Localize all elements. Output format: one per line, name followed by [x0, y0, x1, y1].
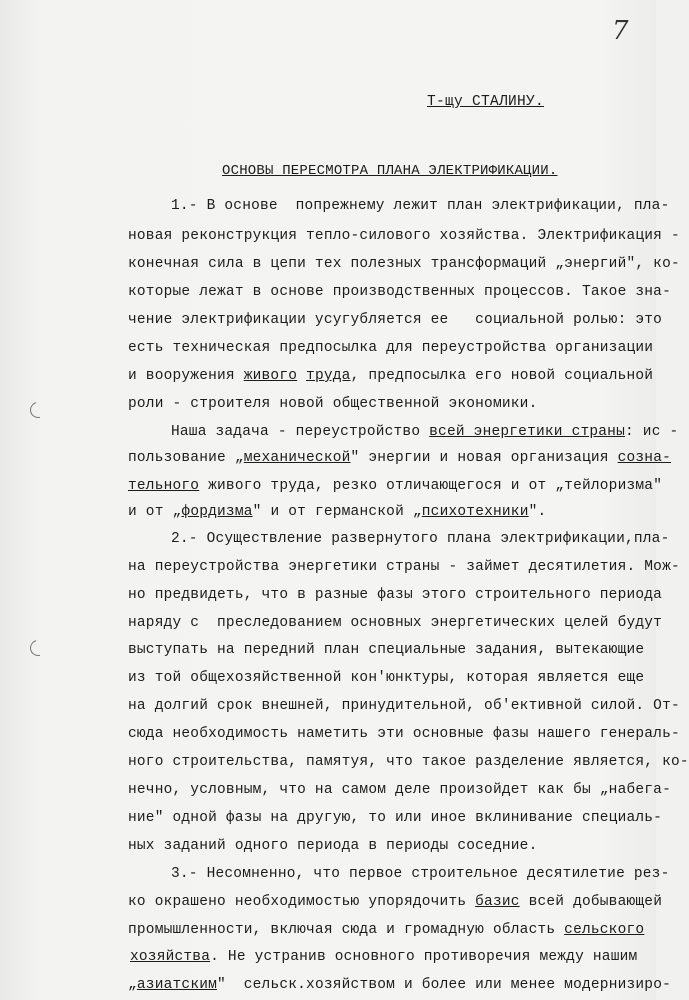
text-segment: всей добывающей	[519, 894, 663, 910]
text-line	[128, 585, 662, 605]
text-line	[128, 310, 662, 330]
punch-hole-mark	[27, 399, 49, 421]
text-line	[128, 920, 644, 940]
text-line	[171, 529, 669, 549]
text-segment: на переустройства энергетики страны - займет десятилетия. Мож-	[128, 559, 680, 575]
text-segment: 1.- В основе попрежнему лежит план электрификации, пла-	[171, 198, 670, 214]
text-segment: пользование „	[128, 450, 244, 466]
text-segment: промышленности, включая сюда и громадную область	[128, 922, 565, 938]
text-segment: которые лежат в основе производственных процессов. Такое зна-	[128, 284, 671, 300]
text-segment: на долгий срок внешней, принудительной, об'ективной силой. От-	[128, 698, 680, 714]
text-segment: ко окрашено необходимостью упорядочить	[128, 894, 476, 910]
text-segment: чение электрификации усугубляется ее социальной ролью: это	[128, 312, 663, 328]
text-line	[130, 947, 637, 967]
text-segment: ".	[528, 504, 547, 520]
underlined-text: тельного	[128, 478, 200, 494]
text-segment: ных заданий одного периода в периоды соседние.	[128, 838, 538, 854]
text-line	[128, 780, 671, 800]
text-line	[128, 448, 671, 468]
text-line	[128, 254, 680, 274]
underlined-text: всей энергетики страны	[429, 424, 625, 440]
text-line	[128, 808, 662, 828]
text-segment: , предпосылка его новой социальной	[350, 368, 654, 384]
text-segment: „	[128, 977, 137, 993]
text-line	[171, 422, 678, 442]
text-line	[128, 892, 662, 912]
text-line	[128, 696, 680, 716]
underlined-text: созна-	[617, 450, 672, 466]
text-segment: конечная сила в цепи тех полезных трансформаций „энергий", ко-	[128, 256, 680, 272]
text-line	[171, 864, 669, 884]
underlined-text: труда	[306, 368, 351, 384]
document-title: ОСНОВЫ ПЕРЕСМОТРА ПЛАНА ЭЛЕКТРИФИКАЦИИ.	[222, 163, 558, 179]
text-segment: нечно, условным, что на самом деле произойдет как бы „набега-	[128, 782, 671, 798]
text-segment: " энергии и новая организация	[350, 450, 618, 466]
text-line	[128, 724, 680, 744]
text-line	[128, 975, 671, 995]
underlined-text: сельского	[564, 922, 645, 938]
text-line	[128, 668, 644, 688]
text-line	[128, 752, 689, 772]
text-line	[128, 613, 662, 633]
text-segment: ного строительства, памятуя, что такое разделение является, ко-	[128, 754, 689, 770]
punch-hole-mark	[27, 637, 49, 659]
text-segment: но предвидеть, что в разные фазы этого строительного периода	[128, 587, 663, 603]
underlined-text: живого	[243, 368, 298, 384]
text-segment: " и от германской „	[252, 504, 422, 520]
text-segment: новая реконструкция тепло-силового хозяйства. Электрификация -	[128, 228, 680, 244]
text-line	[128, 502, 546, 522]
text-line	[128, 282, 671, 302]
text-segment: сюда необходимость наметить эти основные фазы нашего генераль-	[128, 726, 680, 742]
text-segment: и от „	[128, 504, 182, 520]
text-segment: : ис -	[625, 424, 679, 440]
text-line	[128, 836, 537, 856]
underlined-text: базис	[475, 894, 520, 910]
underlined-text: азиатским	[136, 977, 218, 993]
text-segment: ние" одной фазы на другую, то или иное вклинивание специаль-	[128, 810, 663, 826]
underlined-text: психотехники	[421, 504, 529, 520]
text-segment: Наша задача - переустройство	[171, 424, 430, 440]
text-line	[128, 557, 680, 577]
text-line	[128, 366, 653, 386]
text-segment: из той общехозяйственной кон'юнктуры, которая является еще	[128, 670, 645, 686]
addressee: Т-щу СТАЛИНУ.	[427, 94, 545, 110]
underlined-text: механической	[243, 450, 351, 466]
text-segment: . Не устранив основного противоречия между нашим	[210, 949, 638, 965]
text-line	[128, 476, 662, 496]
text-segment: 3.- Несомненно, что первое строительное десятилетие рез-	[171, 866, 670, 882]
page-number: 7	[612, 16, 629, 46]
text-segment: роли - строителя новой общественной экономики.	[128, 396, 538, 412]
text-segment: 2.- Осуществление развернутого плана электрификации,пла-	[171, 531, 670, 547]
text-segment: и вооружения	[128, 368, 244, 384]
text-line	[128, 640, 644, 660]
text-segment: наряду с преследованием основных энергетических целей будут	[128, 615, 663, 631]
text-line	[171, 196, 669, 216]
text-segment: выступать на передний план специальные задания, вытекающие	[128, 642, 645, 658]
text-segment: есть техническая предпосылка для переустройства организации	[128, 340, 654, 356]
text-segment: живого труда, резко отличающегося и от „тейлоризма"	[199, 478, 663, 494]
underlined-text: фордизма	[181, 504, 253, 520]
text-segment	[297, 368, 306, 384]
text-line	[128, 394, 537, 414]
underlined-text: хозяйства	[130, 949, 211, 965]
text-segment: " сельск.хозяйством и более или менее модернизиро-	[217, 977, 672, 993]
text-line	[128, 226, 680, 246]
text-line	[128, 338, 653, 358]
